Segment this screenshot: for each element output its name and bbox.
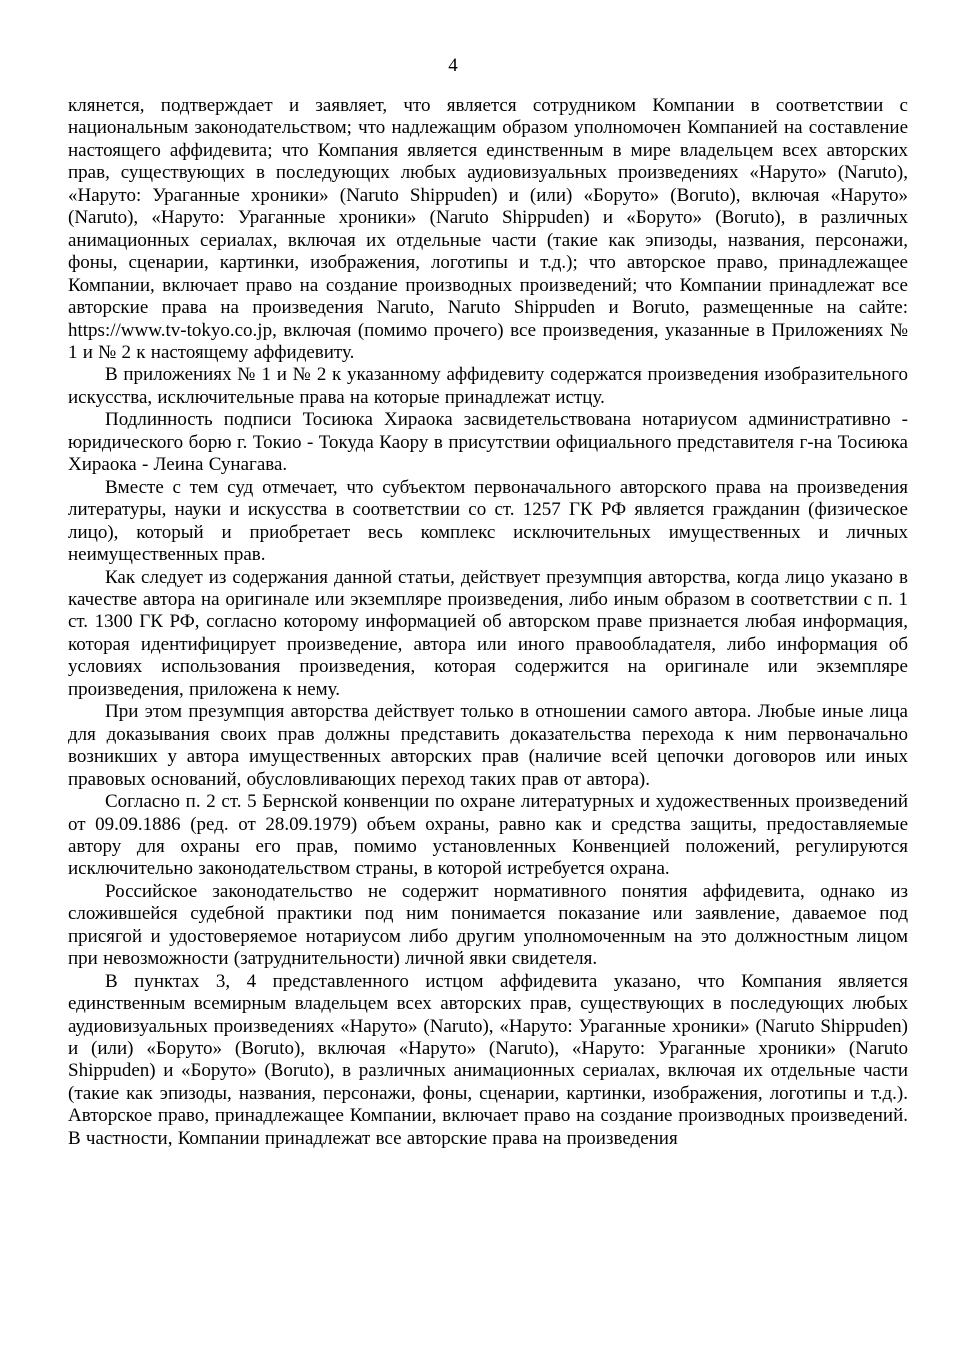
paragraph-affidavit-definition: Российское законодательство не содержит нормативного понятия аффидевита, однако из сложившейся судебной практики под ним понимается показание или заявление, даваемое под присягой и удостоверяемое нотариусом либо другим уполномоченным на это должностным лицом при невозможности (затруднительности) личной явки свидетеля. — [68, 880, 908, 970]
document-text — [68, 95, 908, 1150]
paragraph-authorship-presumption: Как следует из содержания данной статьи, действует презумпция авторства, когда лицо указано в качестве автора на оригинале или экземпляре произведения, либо иным образом в соответствии с п. 1 ст. 1300 ГК РФ, согласно которому информацией об авторском праве признается любая информация, которая идентифицирует произведение, автора или иного правообладателя, либо информация об условиях использования произведения, которая содержится на оригинале или экземпляре произведения, приложена к нему. — [68, 566, 908, 700]
paragraph-signature-notarization: Подлинность подписи Тосиюка Хираока засвидетельствована нотариусом административно - юридического борю г. Токио - Токуда Каору в присутствии официального представителя г-на Тосиюка Хираока - Леина Сунагава. — [68, 409, 908, 476]
paragraph-presumption-scope: При этом презумпция авторства действует только в отношении самого автора. Любые иные лица для доказывания своих прав должны представить доказательства перехода к ним первоначально возникших у автора имущественных авторских прав (наличие всей цепочки договоров или иных правовых оснований, обусловливающих переход таких прав от автора). — [68, 701, 908, 790]
paragraph-affidavit-statement: клянется, подтверждает и заявляет, что является сотрудником Компании в соответствии с национальным законодательством; что надлежащим образом уполномочен Компанией на составление настоящего аффидевита; что Компания является единственным в мире владельцем всех авторских прав, существующих в последующих любых аудиовизуальных произведениях «Наруто» (Naruto), «Наруто: Ураганные хроники» (Naruto Shippuden) и (или) «Боруто» (Boruto), включая «Наруто» (Naruto), «Наруто: Ураганные хроники» (Naruto Shippuden) и «Боруто» (Boruto), в различных анимационных сериалах, включая их отдельные части (такие как эпизоды, названия, персонажи, фоны, сценарии, картинки, изображения, логотипы и т.д.); что авторское право, принадлежащее Компании, включает право на создание производных произведений; что Компании принадлежат все авторские права на произведения Naruto, Naruto Shippuden и Boruto, размещенные на сайте: https://www.tv-tokyo.co.jp, включая (помимо прочего) все произведения, указанные в Приложениях № 1 и № 2 к настоящему аффидевиту. — [68, 95, 908, 363]
paragraph-berne-convention: Согласно п. 2 ст. 5 Бернской конвенции по охране литературных и художественных произведений от 09.09.1886 (ред. от 28.09.1979) объем охраны, равно как и средства защиты, предоставляемые автору для охраны его прав, помимо установленных Конвенцией положений, регулируются исключительно законодательством страны, в которой истребуется охрана. — [68, 791, 908, 880]
page-number: 4 — [448, 55, 458, 76]
paragraph-affidavit-points-3-4: В пунктах 3, 4 представленного истцом аффидевита указано, что Компания является единственным всемирным владельцем всех авторских прав, существующих в последующих любых аудиовизуальных произведениях «Наруто» (Naruto), «Наруто: Ураганные хроники» (Naruto Shippuden) и (или) «Боруто» (Boruto), включая «Наруто» (Naruto), «Наруто: Ураганные хроники» (Naruto Shippuden) и «Боруто» (Boruto), в различных анимационных сериалах, включая их отдельные части (такие как эпизоды, названия, персонажи, фоны, сценарии, картинки, изображения, логотипы и т.д.). Авторское право, принадлежащее Компании, включает право на создание производных произведений. В частности, Компании принадлежат все авторские права на произведения — [68, 970, 908, 1149]
paragraph-court-note-art-1257: Вместе с тем суд отмечает, что субъектом первоначального авторского права на произведения литературы, науки и искусства в соответствии со ст. 1257 ГК РФ является гражданин (физическое лицо), который и приобретает весь комплекс исключительных имущественных и личных неимущественных прав. — [68, 476, 908, 566]
paragraph-annexes: В приложениях № 1 и № 2 к указанному аффидевиту содержатся произведения изобразительного искусства, исключительные права на которые принадлежат истцу. — [68, 364, 908, 408]
